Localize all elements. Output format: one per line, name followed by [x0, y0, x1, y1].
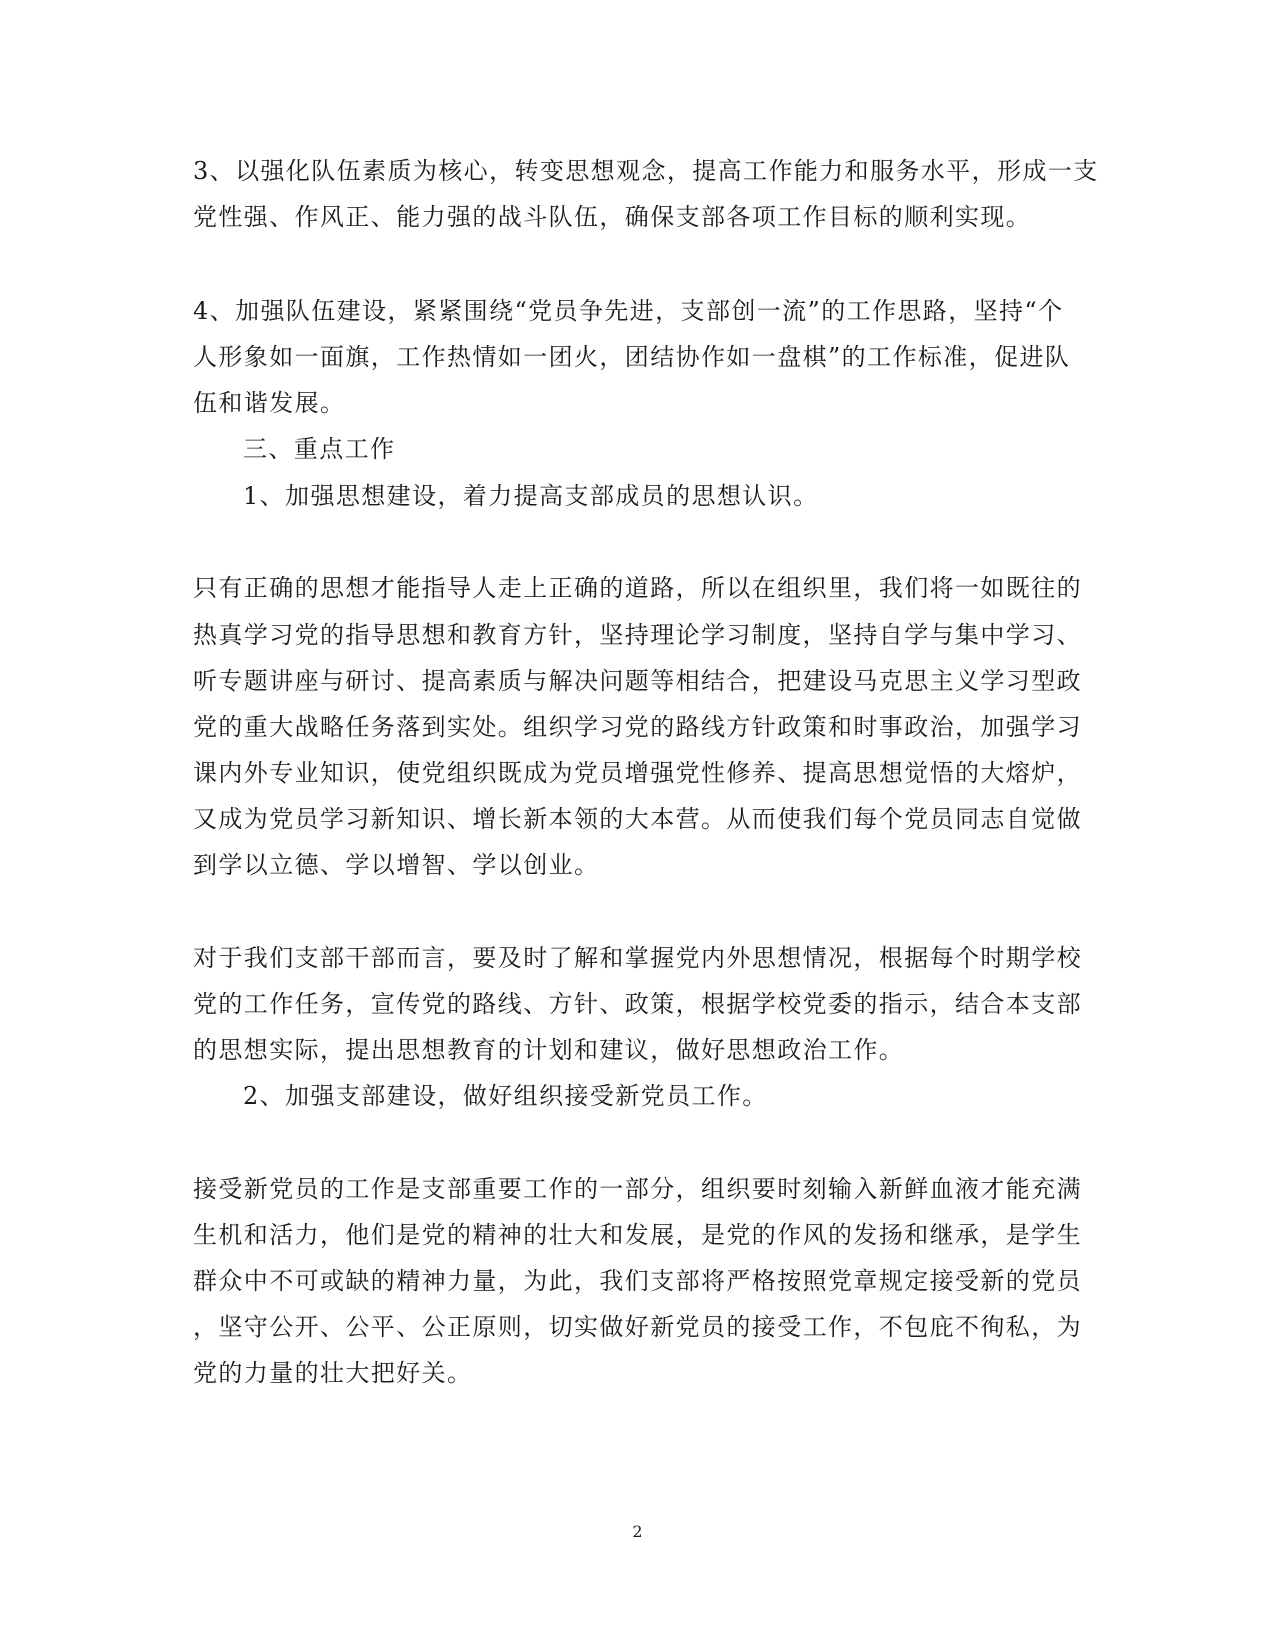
text-line: 群众中不可或缺的精神力量，为此，我们支部将严格按照党章规定接受新的党员: [193, 1267, 1082, 1295]
subsection-heading: 1、加强思想建设，着力提高支部成员的思想认识。: [243, 482, 819, 510]
text-line: 接受新党员的工作是支部重要工作的一部分，组织要时刻输入新鲜血液才能充满: [193, 1175, 1082, 1203]
section-heading: 三、重点工作: [243, 435, 396, 463]
text-line: 到学以立德、学以增智、学以创业。: [193, 851, 600, 879]
text-line: 生机和活力，他们是党的精神的壮大和发展，是党的作风的发扬和继承，是学生: [193, 1221, 1082, 1249]
text-line: 党的工作任务，宣传党的路线、方针、政策，根据学校党委的指示，结合本支部: [193, 990, 1082, 1018]
text-line: 党的重大战略任务落到实处。组织学习党的路线方针政策和时事政治，加强学习: [193, 713, 1082, 741]
text-line: 课内外专业知识，使党组织既成为党员增强党性修养、提高思想觉悟的大熔炉，: [193, 759, 1082, 787]
subsection-heading: 2、加强支部建设，做好组织接受新党员工作。: [243, 1082, 768, 1110]
text-line: 4、加强队伍建设，紧紧围绕“党员争先进，支部创一流”的工作思路，坚持“个: [193, 297, 1064, 325]
text-line: 听专题讲座与研讨、提高素质与解决问题等相结合，把建设马克思主义学习型政: [193, 667, 1082, 695]
text-line: 党性强、作风正、能力强的战斗队伍，确保支部各项工作目标的顺利实现。: [193, 203, 1032, 231]
page-number: 2: [632, 1522, 643, 1541]
text-line: ，坚守公开、公平、公正原则，切实做好新党员的接受工作，不包庇不徇私，为: [193, 1313, 1082, 1341]
text-line: 热真学习党的指导思想和教育方针，坚持理论学习制度，坚持自学与集中学习、: [193, 621, 1082, 649]
text-line: 3、以强化队伍素质为核心，转变思想观念，提高工作能力和服务水平，形成一支: [193, 157, 1099, 185]
text-line: 的思想实际，提出思想教育的计划和建议，做好思想政治工作。: [193, 1036, 905, 1064]
text-line: 又成为党员学习新知识、增长新本领的大本营。从而使我们每个党员同志自觉做: [193, 805, 1082, 833]
text-line: 人形象如一面旗，工作热情如一团火，团结协作如一盘棋”的工作标准，促进队: [193, 343, 1071, 371]
text-line: 伍和谐发展。: [193, 389, 346, 417]
text-line: 党的力量的壮大把好关。: [193, 1359, 473, 1387]
text-line: 只有正确的思想才能指导人走上正确的道路，所以在组织里，我们将一如既往的: [193, 574, 1082, 602]
text-line: 对于我们支部干部而言，要及时了解和掌握党内外思想情况，根据每个时期学校: [193, 944, 1082, 972]
